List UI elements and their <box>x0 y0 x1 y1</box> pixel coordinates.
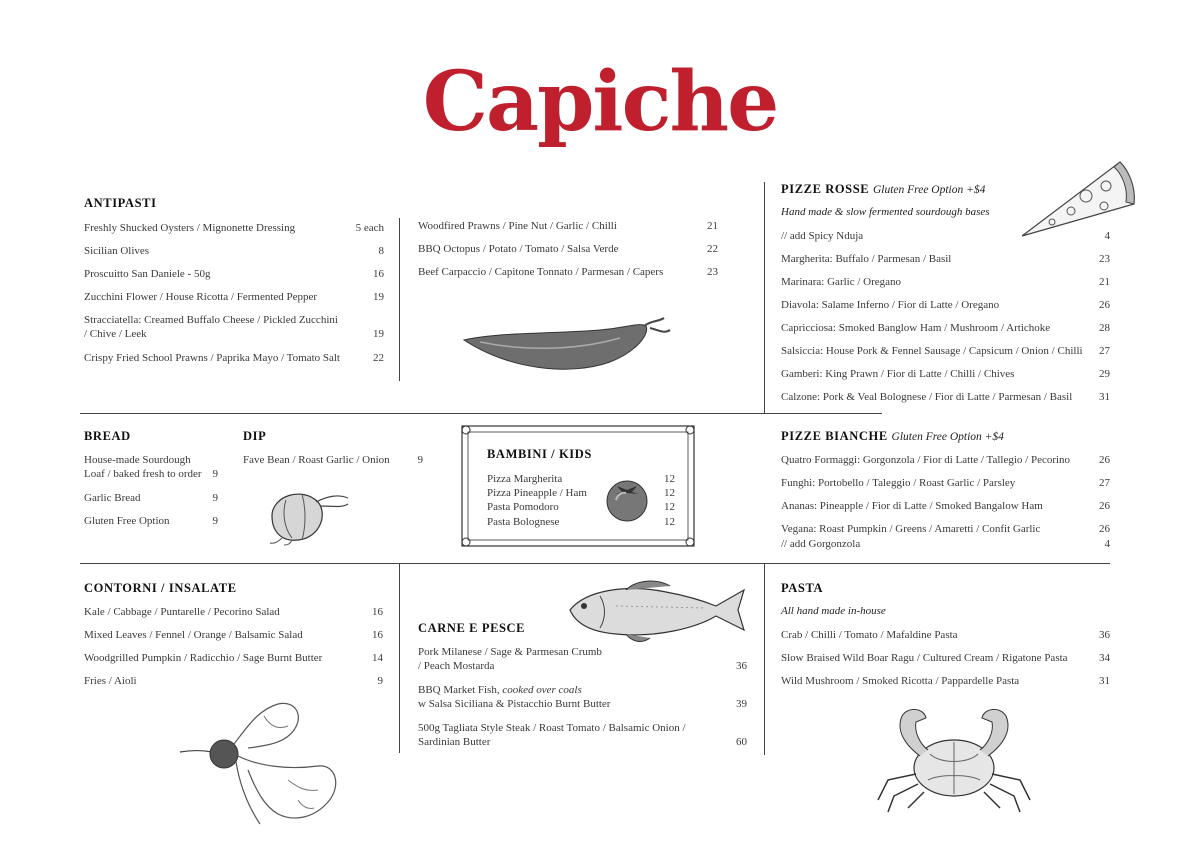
menu-item: Gamberi: King Prawn / Fior di Latte / Chilli / Chives 29 <box>781 368 1110 380</box>
menu-item: Freshly Shucked Oysters / Mignonette Dressing 5 each <box>84 222 384 234</box>
antipasti-heading: ANTIPASTI <box>84 196 157 210</box>
menu-item: Mixed Leaves / Fennel / Orange / Balsamic Salad 16 <box>84 629 383 641</box>
fish-icon <box>566 576 748 646</box>
menu-item: Proscuitto San Daniele - 50g 16 <box>84 268 384 280</box>
radish-icon <box>178 696 344 828</box>
divider-vertical-carne-right <box>764 563 765 755</box>
divider-vertical-pizza <box>764 182 765 413</box>
menu-item: House-made Sourdough Loaf / baked fresh to order 9 <box>84 454 218 480</box>
menu-item: Zucchini Flower / House Ricotta / Fermented Pepper 19 <box>84 291 384 303</box>
menu-item: Slow Braised Wild Boar Ragu / Cultured Cream / Rigatone Pasta 34 <box>781 652 1110 664</box>
menu-item: Calzone: Pork & Veal Bolognese / Fior di Latte / Parmesan / Basil 31 <box>781 391 1110 403</box>
menu-item: BBQ Market Fish, cooked over coals w Salsa Siciliana & Pistacchio Burnt Butter 39 <box>418 684 747 710</box>
menu-item: Fave Bean / Roast Garlic / Onion 9 <box>243 454 423 466</box>
divider-vertical-carne-left <box>399 563 400 753</box>
menu-item: // add Gorgonzola 4 <box>781 538 1110 550</box>
menu-item: Wild Mushroom / Smoked Ricotta / Pappardelle Pasta 31 <box>781 675 1110 687</box>
bread-heading: BREAD <box>84 429 131 443</box>
menu-item: Beef Carpaccio / Capitone Tonnato / Parmesan / Capers 23 <box>418 266 718 278</box>
dip-heading: DIP <box>243 429 267 443</box>
kids-heading: BAMBINI / KIDS <box>487 447 592 461</box>
divider-horizontal-top <box>80 413 882 414</box>
pasta-heading: PASTA <box>781 581 824 595</box>
menu-item: Gluten Free Option 9 <box>84 515 218 527</box>
menu-item: Pork Milanese / Sage & Parmesan Crumb / Peach Mostarda 36 <box>418 646 747 672</box>
menu-item: Crispy Fried School Prawns / Paprika Mayo / Tomato Salt 22 <box>84 352 384 364</box>
menu-item: 500g Tagliata Style Steak / Roast Tomato / Balsamic Onion / Sardinian Butter 60 <box>418 722 747 748</box>
tomato-icon <box>602 474 652 524</box>
menu-item: Stracciatella: Creamed Buffalo Cheese / Pickled Zucchini / Chive / Leek 19 <box>84 314 384 340</box>
brand-logo: Capiche <box>422 54 778 150</box>
pasta-subtitle: All hand made in-house <box>781 605 886 617</box>
menu-item: Woodfired Prawns / Pine Nut / Garlic / Chilli 21 <box>418 220 718 232</box>
menu-item: Funghi: Portobello / Taleggio / Roast Garlic / Parsley 27 <box>781 477 1110 489</box>
menu-item: Garlic Bread 9 <box>84 492 218 504</box>
menu-item: Capricciosa: Smoked Banglow Ham / Mushroom / Artichoke 28 <box>781 322 1110 334</box>
pizze-rosse-subtitle: Hand made & slow fermented sourdough bases <box>781 206 990 218</box>
chilli-icon <box>460 312 675 382</box>
menu-item: Salsiccia: House Pork & Fennel Sausage / Capsicum / Onion / Chilli 27 <box>781 345 1110 357</box>
menu-item: Woodgrilled Pumpkin / Radicchio / Sage Burnt Butter 14 <box>84 652 383 664</box>
carne-heading: CARNE E PESCE <box>418 621 526 635</box>
menu-item: Ananas: Pineapple / Fior di Latte / Smoked Bangalow Ham 26 <box>781 500 1110 512</box>
crab-icon <box>874 704 1034 816</box>
menu-item: Kale / Cabbage / Puntarelle / Pecorino Salad 16 <box>84 606 383 618</box>
menu-item: Fries / Aioli 9 <box>84 675 383 687</box>
menu-item: Pizza Pineapple / Ham 12 <box>487 487 675 499</box>
menu-item: Pasta Pomodoro 12 <box>487 501 675 513</box>
divider-horizontal-bottom <box>80 563 1110 564</box>
menu-item: Vegana: Roast Pumpkin / Greens / Amaretti / Confit Garlic 26 <box>781 523 1110 535</box>
contorni-heading: CONTORNI / INSALATE <box>84 581 237 595</box>
menu-item: Crab / Chilli / Tomato / Mafaldine Pasta 36 <box>781 629 1110 641</box>
menu-item: Sicilian Olives 8 <box>84 245 384 257</box>
divider-vertical-antipasti <box>399 218 400 381</box>
menu-item: BBQ Octopus / Potato / Tomato / Salsa Verde 22 <box>418 243 718 255</box>
menu-item: Margherita: Buffalo / Parmesan / Basil 23 <box>781 253 1110 265</box>
menu-item: Pasta Bolognese 12 <box>487 516 675 528</box>
pizze-bianche-heading: PIZZE BIANCHE Gluten Free Option +$4 <box>781 429 1004 443</box>
menu-item: Diavola: Salame Inferno / Fior di Latte / Oregano 26 <box>781 299 1110 311</box>
menu-item: Pizza Margherita 12 <box>487 473 675 485</box>
garlic-icon <box>262 480 352 546</box>
pizze-rosse-heading: PIZZE ROSSE Gluten Free Option +$4 <box>781 182 986 196</box>
menu-item: Quatro Formaggi: Gorgonzola / Fior di Latte / Tallegio / Pecorino 26 <box>781 454 1110 466</box>
menu-item: Marinara: Garlic / Oregano 21 <box>781 276 1110 288</box>
menu-item: // add Spicy Nduja 4 <box>781 230 1110 242</box>
